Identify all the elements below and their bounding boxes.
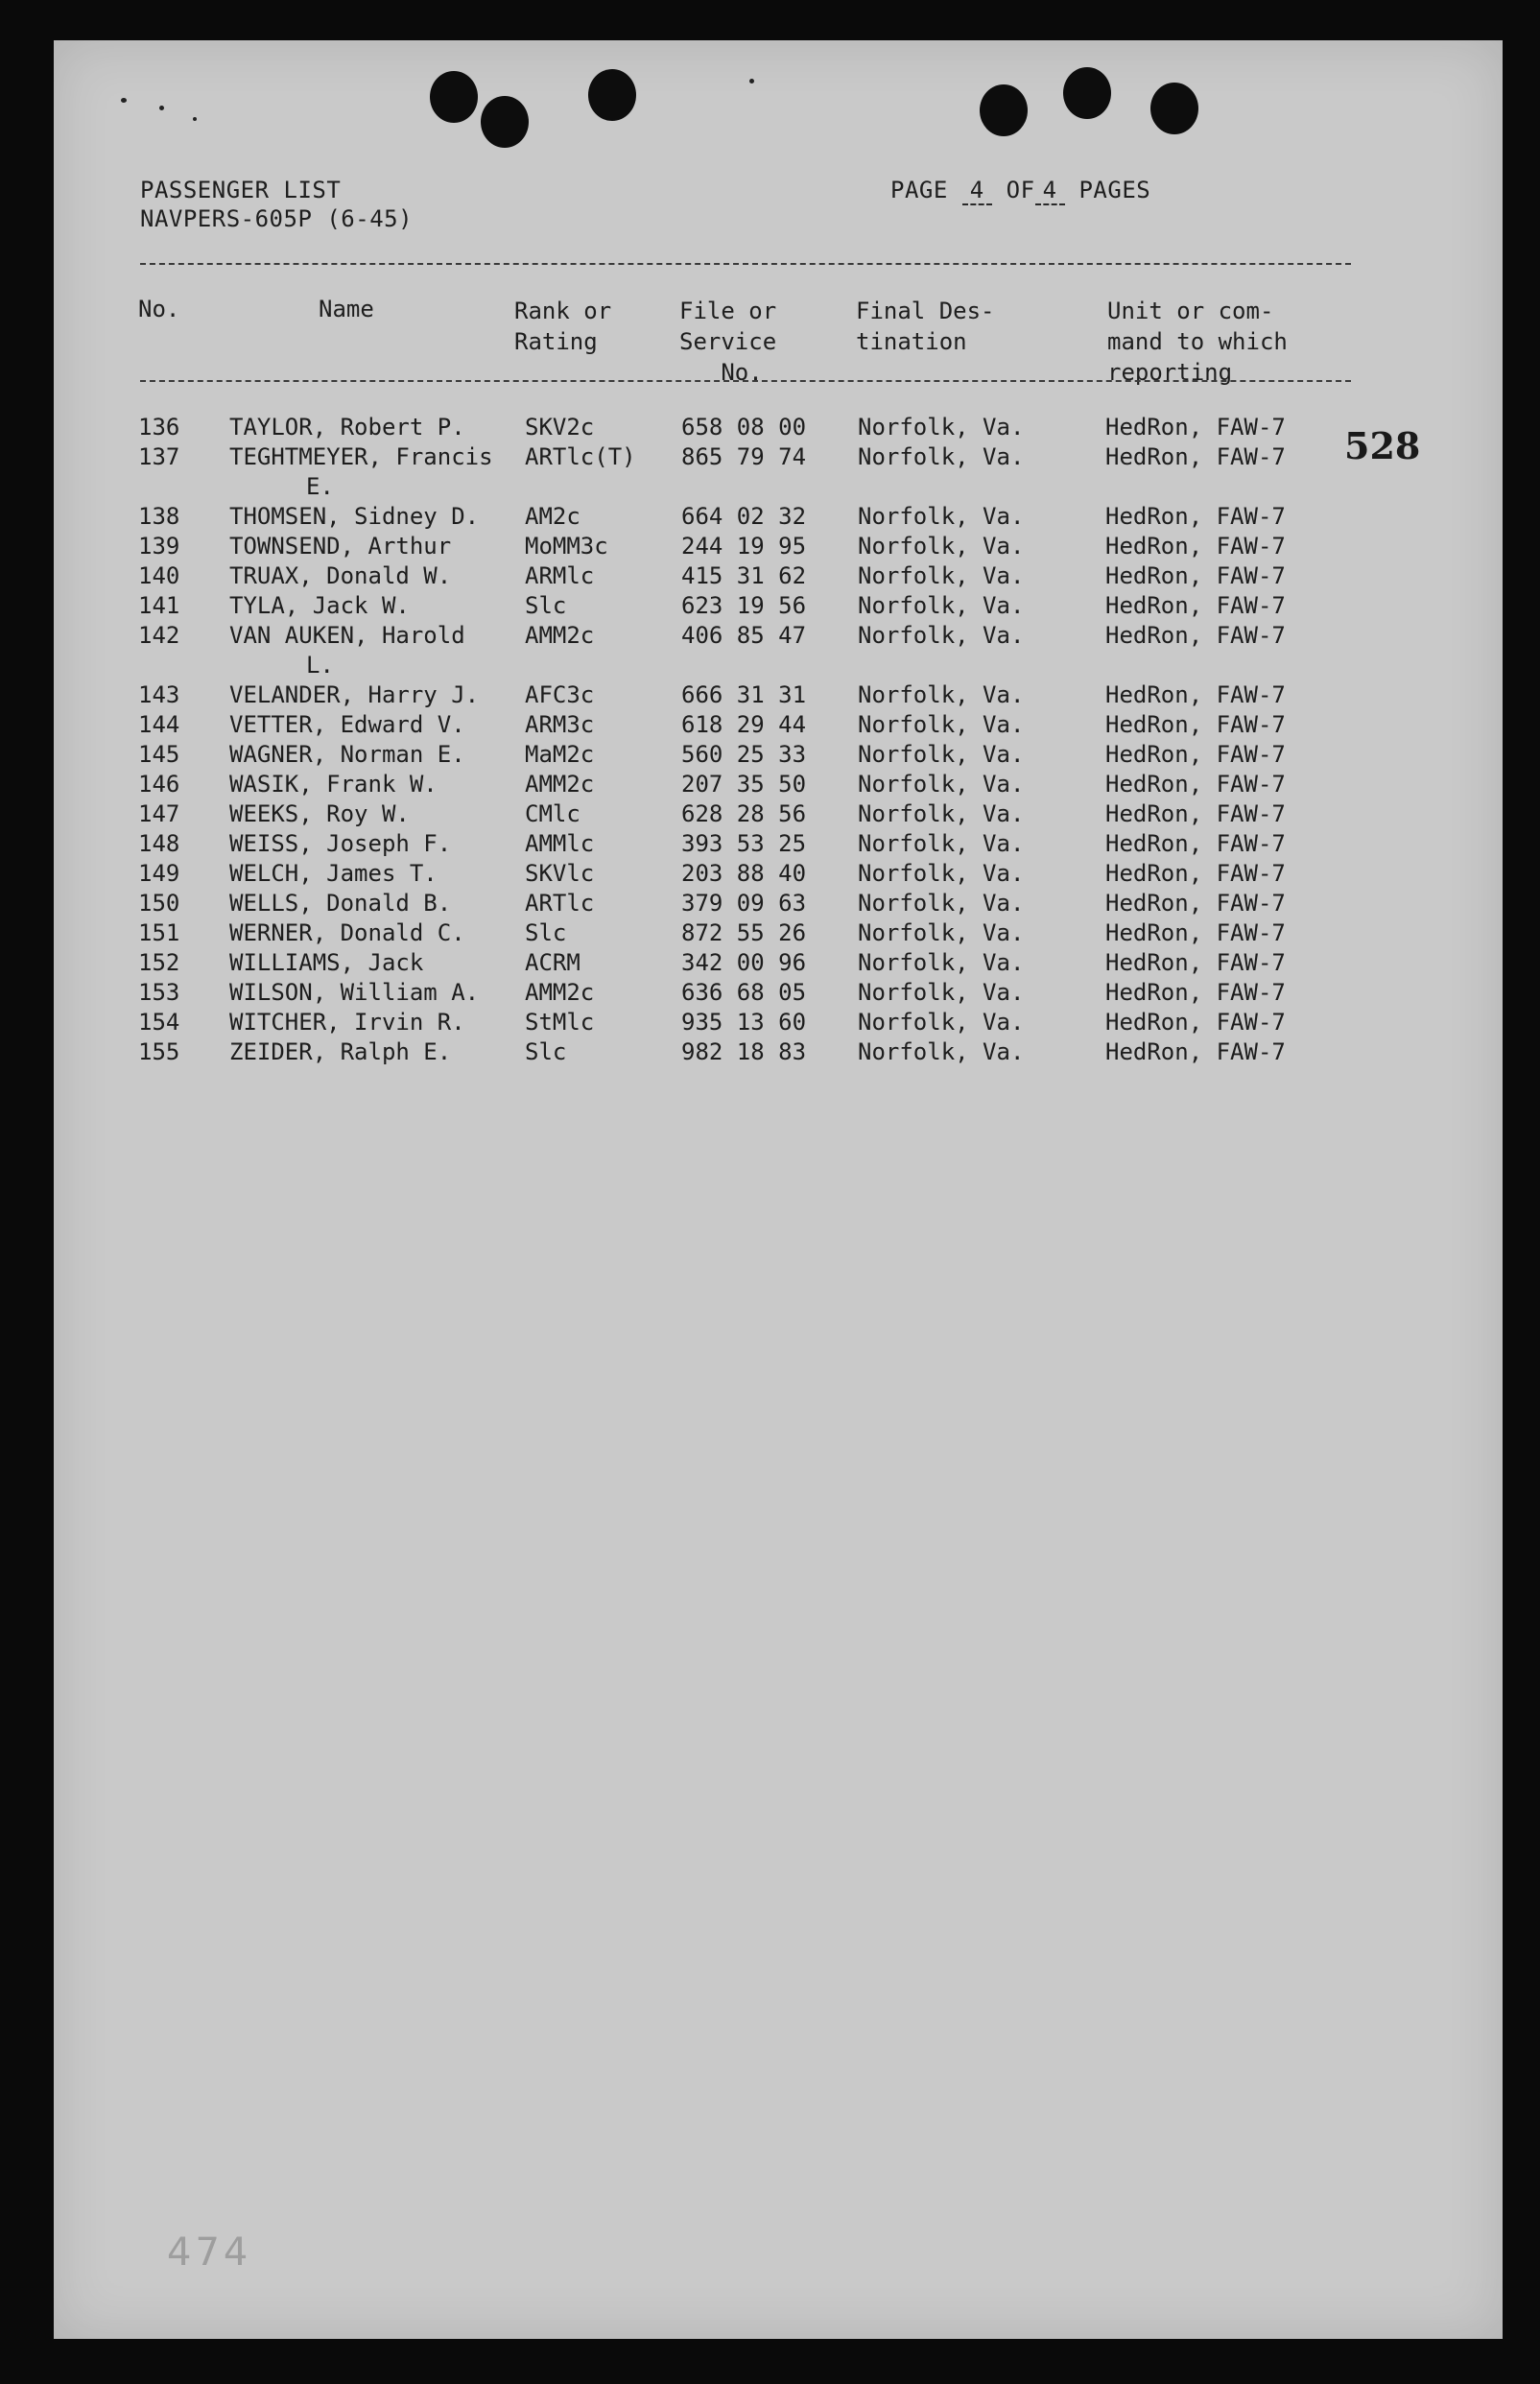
rank-rating: AMM2c xyxy=(525,979,595,1006)
service-number: 203 88 40 xyxy=(681,860,807,887)
final-destination: Norfolk, Va. xyxy=(858,533,1025,560)
passenger-name: WEISS, Joseph F. xyxy=(229,830,452,857)
reporting-unit: HedRon, FAW-7 xyxy=(1105,622,1286,649)
final-destination: Norfolk, Va. xyxy=(858,890,1025,917)
final-destination: Norfolk, Va. xyxy=(858,681,1025,708)
passenger-name: VELANDER, Harry J. xyxy=(229,681,480,708)
passenger-name: TOWNSEND, Arthur xyxy=(229,533,452,560)
passenger-name: WEEKS, Roy W. xyxy=(229,800,410,827)
page-prefix: PAGE xyxy=(890,177,948,203)
rank-rating: ARTlc(T) xyxy=(525,443,636,470)
table-row xyxy=(54,680,1503,710)
final-destination: Norfolk, Va. xyxy=(858,622,1025,649)
passenger-name: VETTER, Edward V. xyxy=(229,711,465,738)
reporting-unit: HedRon, FAW-7 xyxy=(1105,741,1286,768)
row-number: 141 xyxy=(138,592,180,619)
ink-speck xyxy=(121,98,127,103)
list-title: PASSENGER LIST xyxy=(140,177,342,203)
row-number: 140 xyxy=(138,562,180,589)
passenger-name: THOMSEN, Sidney D. xyxy=(229,503,480,530)
service-number: 618 29 44 xyxy=(681,711,807,738)
rank-rating: MoMM3c xyxy=(525,533,608,560)
rank-rating: SKV2c xyxy=(525,414,595,441)
final-destination: Norfolk, Va. xyxy=(858,830,1025,857)
table-row xyxy=(54,918,1503,948)
service-number: 244 19 95 xyxy=(681,533,807,560)
row-number: 151 xyxy=(138,919,180,946)
rank-rating: Slc xyxy=(525,592,567,619)
service-number: 982 18 83 xyxy=(681,1038,807,1065)
punch-hole xyxy=(1063,67,1111,119)
rank-rating: AM2c xyxy=(525,503,580,530)
rank-rating: AMMlc xyxy=(525,830,595,857)
rank-rating: Slc xyxy=(525,1038,567,1065)
final-destination: Norfolk, Va. xyxy=(858,1009,1025,1036)
table-row xyxy=(54,889,1503,918)
table-row xyxy=(54,442,1503,472)
reporting-unit: HedRon, FAW-7 xyxy=(1105,919,1286,946)
reporting-unit: HedRon, FAW-7 xyxy=(1105,443,1286,470)
column-header-no: No. xyxy=(138,296,180,322)
rank-rating: ARTlc xyxy=(525,890,595,917)
final-destination: Norfolk, Va. xyxy=(858,919,1025,946)
reporting-unit: HedRon, FAW-7 xyxy=(1105,771,1286,798)
service-number: 628 28 56 xyxy=(681,800,807,827)
service-number: 636 68 05 xyxy=(681,979,807,1006)
passenger-name: WELLS, Donald B. xyxy=(229,890,452,917)
reporting-unit: HedRon, FAW-7 xyxy=(1105,414,1286,441)
table-row xyxy=(54,561,1503,591)
reporting-unit: HedRon, FAW-7 xyxy=(1105,1038,1286,1065)
final-destination: Norfolk, Va. xyxy=(858,949,1025,976)
reporting-unit: HedRon, FAW-7 xyxy=(1105,592,1286,619)
reporting-unit: HedRon, FAW-7 xyxy=(1105,830,1286,857)
table-row xyxy=(54,502,1503,532)
row-number: 147 xyxy=(138,800,180,827)
page-total: 4 xyxy=(1035,177,1065,205)
column-header-destination: Final Des- tination xyxy=(856,298,995,355)
column-header-service: File or Service No. xyxy=(679,298,777,386)
punch-hole xyxy=(980,84,1028,136)
passenger-name: WILLIAMS, Jack xyxy=(229,949,424,976)
table-row xyxy=(54,1008,1503,1037)
service-number: 207 35 50 xyxy=(681,771,807,798)
row-number: 149 xyxy=(138,860,180,887)
rank-rating: AMM2c xyxy=(525,771,595,798)
punch-hole xyxy=(481,96,529,148)
rank-rating: Slc xyxy=(525,919,567,946)
rank-rating: AMM2c xyxy=(525,622,595,649)
pencil-mark: 474 xyxy=(167,2230,252,2275)
passenger-name: WAGNER, Norman E. xyxy=(229,741,465,768)
row-number: 137 xyxy=(138,443,180,470)
final-destination: Norfolk, Va. xyxy=(858,1038,1025,1065)
passenger-name: WERNER, Donald C. xyxy=(229,919,465,946)
punch-hole xyxy=(588,69,636,121)
service-number: 872 55 26 xyxy=(681,919,807,946)
final-destination: Norfolk, Va. xyxy=(858,562,1025,589)
form-number: NAVPERS-605P (6-45) xyxy=(140,205,414,232)
table-row xyxy=(54,710,1503,740)
reporting-unit: HedRon, FAW-7 xyxy=(1105,979,1286,1006)
rank-rating: ACRM xyxy=(525,949,580,976)
table-row xyxy=(54,799,1503,829)
rank-rating: MaM2c xyxy=(525,741,595,768)
passenger-name: TRUAX, Donald W. xyxy=(229,562,452,589)
final-destination: Norfolk, Va. xyxy=(858,503,1025,530)
page-of: OF xyxy=(1006,177,1035,203)
passenger-name: WILSON, William A. xyxy=(229,979,480,1006)
column-header-divider xyxy=(140,380,1351,382)
service-number: 664 02 32 xyxy=(681,503,807,530)
service-number: 342 00 96 xyxy=(681,949,807,976)
service-number: 666 31 31 xyxy=(681,681,807,708)
reporting-unit: HedRon, FAW-7 xyxy=(1105,503,1286,530)
column-header-unit: Unit or com- mand to which reporting xyxy=(1107,298,1288,386)
final-destination: Norfolk, Va. xyxy=(858,592,1025,619)
row-number: 154 xyxy=(138,1009,180,1036)
rank-rating: SKVlc xyxy=(525,860,595,887)
reporting-unit: HedRon, FAW-7 xyxy=(1105,562,1286,589)
passenger-name-continuation: E. xyxy=(306,473,334,500)
row-number: 143 xyxy=(138,681,180,708)
page-stamp-number: 528 xyxy=(1344,424,1421,467)
passenger-name: WITCHER, Irvin R. xyxy=(229,1009,465,1036)
row-number: 148 xyxy=(138,830,180,857)
reporting-unit: HedRon, FAW-7 xyxy=(1105,800,1286,827)
row-number: 142 xyxy=(138,622,180,649)
header-divider xyxy=(140,263,1351,265)
service-number: 406 85 47 xyxy=(681,622,807,649)
reporting-unit: HedRon, FAW-7 xyxy=(1105,949,1286,976)
table-row xyxy=(54,859,1503,889)
table-row xyxy=(54,1037,1503,1067)
service-number: 865 79 74 xyxy=(681,443,807,470)
passenger-name-continuation: L. xyxy=(306,652,334,679)
reporting-unit: HedRon, FAW-7 xyxy=(1105,860,1286,887)
table-row xyxy=(54,621,1503,651)
table-row xyxy=(54,948,1503,978)
row-number: 139 xyxy=(138,533,180,560)
reporting-unit: HedRon, FAW-7 xyxy=(1105,711,1286,738)
passenger-name: WELCH, James T. xyxy=(229,860,438,887)
punch-hole xyxy=(430,71,478,123)
final-destination: Norfolk, Va. xyxy=(858,711,1025,738)
ink-speck xyxy=(193,117,197,121)
service-number: 935 13 60 xyxy=(681,1009,807,1036)
service-number: 379 09 63 xyxy=(681,890,807,917)
row-number: 145 xyxy=(138,741,180,768)
row-number: 146 xyxy=(138,771,180,798)
reporting-unit: HedRon, FAW-7 xyxy=(1105,890,1286,917)
service-number: 658 08 00 xyxy=(681,414,807,441)
page-suffix: PAGES xyxy=(1078,177,1151,203)
passenger-name: VAN AUKEN, Harold xyxy=(229,622,465,649)
column-header-name: Name xyxy=(319,296,374,322)
document-page xyxy=(54,40,1503,2339)
final-destination: Norfolk, Va. xyxy=(858,979,1025,1006)
passenger-name: TAYLOR, Robert P. xyxy=(229,414,465,441)
table-row xyxy=(54,413,1503,442)
final-destination: Norfolk, Va. xyxy=(858,414,1025,441)
row-number: 150 xyxy=(138,890,180,917)
rank-rating: ARM3c xyxy=(525,711,595,738)
rank-rating: ARMlc xyxy=(525,562,595,589)
row-number: 138 xyxy=(138,503,180,530)
table-row xyxy=(54,591,1503,621)
reporting-unit: HedRon, FAW-7 xyxy=(1105,533,1286,560)
table-row xyxy=(54,978,1503,1008)
final-destination: Norfolk, Va. xyxy=(858,741,1025,768)
table-row xyxy=(54,740,1503,770)
row-number: 136 xyxy=(138,414,180,441)
passenger-name: ZEIDER, Ralph E. xyxy=(229,1038,452,1065)
reporting-unit: HedRon, FAW-7 xyxy=(1105,681,1286,708)
passenger-name: WASIK, Frank W. xyxy=(229,771,438,798)
final-destination: Norfolk, Va. xyxy=(858,443,1025,470)
page-indicator xyxy=(890,177,1150,205)
row-number: 152 xyxy=(138,949,180,976)
rank-rating: CMlc xyxy=(525,800,580,827)
service-number: 415 31 62 xyxy=(681,562,807,589)
passenger-name: TYLA, Jack W. xyxy=(229,592,410,619)
row-number: 144 xyxy=(138,711,180,738)
row-number: 153 xyxy=(138,979,180,1006)
final-destination: Norfolk, Va. xyxy=(858,771,1025,798)
reporting-unit: HedRon, FAW-7 xyxy=(1105,1009,1286,1036)
final-destination: Norfolk, Va. xyxy=(858,800,1025,827)
service-number: 623 19 56 xyxy=(681,592,807,619)
table-row xyxy=(54,532,1503,561)
service-number: 393 53 25 xyxy=(681,830,807,857)
page-number: 4 xyxy=(962,177,992,205)
punch-hole xyxy=(1150,83,1198,134)
ink-speck xyxy=(749,79,754,83)
ink-speck xyxy=(159,106,164,110)
final-destination: Norfolk, Va. xyxy=(858,860,1025,887)
row-number: 155 xyxy=(138,1038,180,1065)
service-number: 560 25 33 xyxy=(681,741,807,768)
passenger-name: TEGHTMEYER, Francis xyxy=(229,443,493,470)
table-row xyxy=(54,770,1503,799)
column-header-rank: Rank or Rating xyxy=(514,298,612,355)
rank-rating: AFC3c xyxy=(525,681,595,708)
rank-rating: StMlc xyxy=(525,1009,595,1036)
table-row xyxy=(54,829,1503,859)
